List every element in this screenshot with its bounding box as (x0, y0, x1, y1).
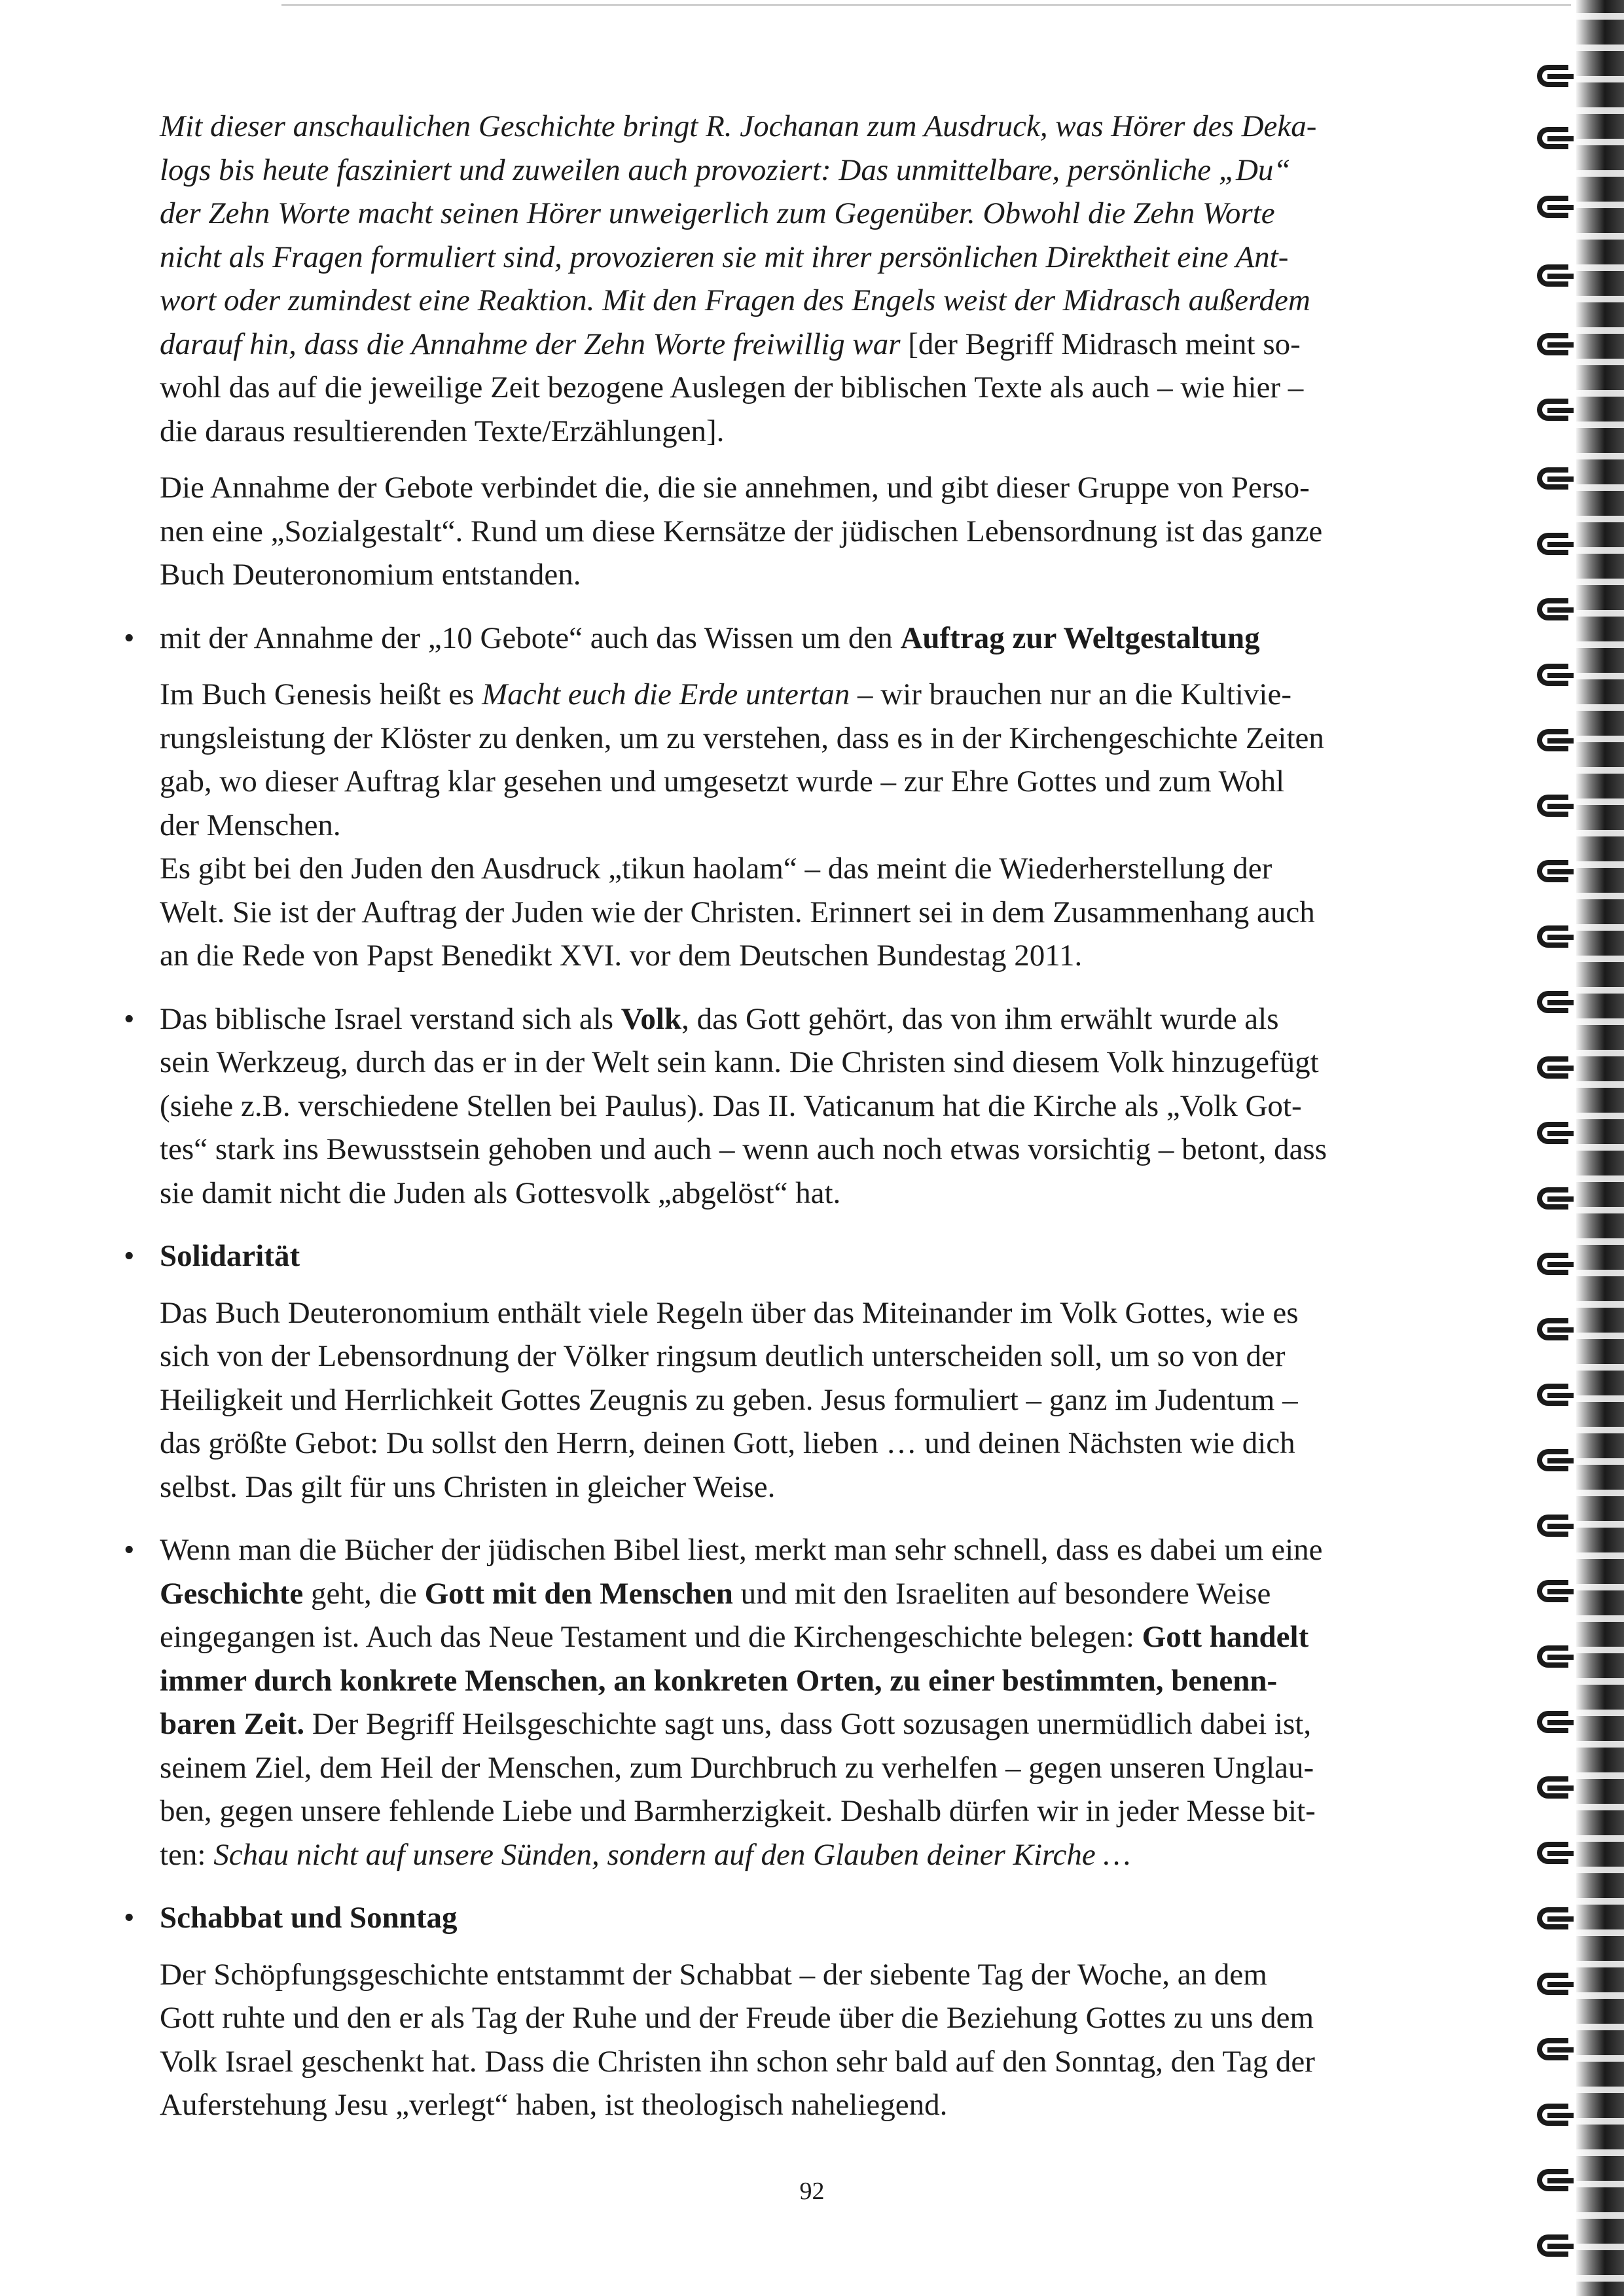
italic-text: der Zehn Worte macht seinen Hörer unweigerlich zum Gegenüber. Obwohl die Zehn Worte (160, 196, 1275, 230)
spiral-coil (1533, 262, 1574, 291)
spiral-coil (1533, 988, 1574, 1017)
text-run: Der Begriff Heilsgeschichte sagt uns, dass Gott sozusagen unermüdlich dabei ist, (304, 1707, 1312, 1741)
coil-wire (1547, 738, 1574, 744)
coil-wire (1547, 1066, 1574, 1071)
bold-text: immer durch konkrete Menschen, an konkreten Orten, zu einer bestimmten, benenn- (160, 1663, 1278, 1698)
bold-text: Gott handelt (1142, 1620, 1309, 1654)
text-run: und mit den Israeliten auf besondere Weise (732, 1576, 1271, 1611)
text-run: – wir brauchen nur an die Kultivie- (850, 677, 1291, 711)
coil-wire (1547, 476, 1574, 482)
text-run: das größte Gebot: Du sollst den Herrn, deinen Gott, lieben … und deinen Nächsten wie dich (160, 1426, 1295, 1460)
coil-wire (1547, 136, 1574, 141)
spiral-coil (1533, 331, 1574, 359)
spiral-coil (1533, 1905, 1574, 1933)
binding-hole (1576, 2055, 1624, 2062)
binding-hole (1576, 736, 1624, 742)
coil-wire (1547, 607, 1574, 613)
bullet-weltgestaltung (124, 617, 1420, 660)
coil-wire (1547, 408, 1574, 413)
bold-text: Auftrag zur Weltgestaltung (900, 620, 1260, 655)
italic-text: nicht als Fragen formuliert sind, provozieren sie mit ihrer persönlichen Direktheit eine Ant- (160, 240, 1289, 274)
binding-hole (1576, 516, 1624, 522)
spiral-coil (1533, 596, 1574, 624)
binding-hole (1576, 264, 1624, 271)
text-line (160, 192, 1420, 236)
binding-hole (1576, 1458, 1624, 1465)
coil-wire (1547, 1524, 1574, 1529)
text-run: (siehe z.B. verschiedene Stellen bei Paulus). Das II. Vaticanum hat die Kirche als „Volk Got- (160, 1088, 1302, 1123)
binding-hole (1576, 704, 1624, 711)
binding-hole (1576, 76, 1624, 82)
text-line (160, 510, 1420, 554)
spiral-coil (1533, 792, 1574, 821)
spiral-coil (1533, 465, 1574, 493)
text-run: Welt. Sie ist der Auftrag der Juden wie der Christen. Erinnert sei in dem Zusammenhang auch (160, 895, 1315, 929)
spiral-coil (1533, 1970, 1574, 1999)
coil-wire (1547, 74, 1574, 79)
midrasch-paragraph (124, 105, 1420, 453)
text-line (160, 847, 1420, 891)
spiral-coil (1533, 396, 1574, 425)
binding-hole (1576, 673, 1624, 679)
spiral-coil (1533, 1446, 1574, 1475)
coil-wire (1547, 342, 1574, 348)
binding-hole (1576, 2118, 1624, 2125)
spiral-coil (1533, 1316, 1574, 1344)
binding-hole (1576, 2244, 1624, 2250)
binding-hole (1576, 1835, 1624, 1842)
italic-text: wort oder zumindest eine Reaktion. Mit den Fragen des Engels weist der Midrasch außerdem (160, 283, 1310, 317)
coil-wire (1547, 1131, 1574, 1136)
coil-wire (1547, 1851, 1574, 1856)
coil-wire (1547, 1785, 1574, 1791)
binding-hole (1576, 359, 1624, 365)
schabbat-paragraph (124, 1953, 1420, 2127)
binding-hole (1576, 1175, 1624, 1182)
binding-hole (1576, 1018, 1624, 1025)
coil-wire (1547, 673, 1574, 678)
binding-hole (1576, 798, 1624, 805)
text-line (160, 1128, 1420, 1172)
spiral-coil (1533, 1577, 1574, 1606)
text-run: Heiligkeit und Herrlichkeit Gottes Zeugnis zu geben. Jesus formuliert – ganz im Judentum – (160, 1382, 1298, 1417)
binding-hole (1576, 1144, 1624, 1151)
text-line (160, 2083, 1420, 2127)
coil-wire (1547, 1916, 1574, 1922)
binding-hole (1576, 2275, 1624, 2282)
text-line (160, 1702, 1420, 1746)
text-run: Das Buch Deuteronomium enthält viele Regeln über das Miteinander im Volk Gottes, wie es (160, 1295, 1299, 1330)
binding-hole (1576, 1804, 1624, 1810)
binding-hole (1576, 1395, 1624, 1402)
text-line (160, 1041, 1420, 1085)
spiral-coil (1533, 62, 1574, 91)
text-run: Im Buch Genesis heißt es (160, 677, 482, 711)
solidaritaet-paragraph (124, 1291, 1420, 1509)
text-run: Die Annahme der Gebote verbindet die, die sie annehmen, und gibt dieser Gruppe von Perso- (160, 471, 1310, 505)
text-line (160, 149, 1420, 192)
binding-hole (1576, 1490, 1624, 1496)
text-run: sie damit nicht die Juden als Gottesvolk „abgelöst“ hat. (160, 1175, 841, 1210)
text-line (160, 673, 1420, 717)
text-line (160, 236, 1420, 279)
spiral-coil (1533, 923, 1574, 952)
bullet-solidaritaet (124, 1234, 1420, 1278)
binding-hole (1576, 327, 1624, 334)
text-line (160, 1833, 1420, 1877)
binding-hole (1576, 2024, 1624, 2030)
text-run: die daraus resultierenden Texte/Erzählungen]. (160, 414, 725, 448)
binding-hole (1576, 1364, 1624, 1371)
text-line (160, 1528, 1420, 1572)
text-line (160, 410, 1420, 454)
coil-wire (1547, 1000, 1574, 1005)
spiral-coil (1533, 1708, 1574, 1737)
binding-hole (1576, 579, 1624, 585)
bold-text: Volk (621, 1001, 682, 1036)
text-line (160, 804, 1420, 848)
binding-hole (1576, 1898, 1624, 1905)
binding-hole (1576, 1992, 1624, 1999)
binding-hole (1576, 767, 1624, 774)
spiral-coil (1533, 2166, 1574, 2195)
binding-hole (1576, 1050, 1624, 1056)
text-run: wohl das auf die jeweilige Zeit bezogene Auslegen der biblischen Texte als auch – wie hier – (160, 370, 1304, 404)
spiral-coil (1533, 1054, 1574, 1083)
text-run: tes“ stark ins Bewusstsein gehoben und auch – wenn auch noch etwas vorsichtig – betont, dass (160, 1132, 1327, 1166)
text-run: Das biblische Israel verstand sich als (160, 1001, 621, 1036)
spiral-coil (1533, 857, 1574, 886)
binding-hole (1576, 1584, 1624, 1590)
bold-text: baren Zeit. (160, 1707, 305, 1741)
text-line (160, 617, 1420, 660)
page-body (124, 105, 1420, 2127)
spiral-coil (1533, 726, 1574, 755)
text-line (160, 1422, 1420, 1465)
binding-hole (1576, 107, 1624, 114)
text-line (160, 891, 1420, 935)
binding-hole (1576, 453, 1624, 459)
binding-hole (1576, 484, 1624, 491)
text-line (160, 279, 1420, 323)
text-line (160, 105, 1420, 149)
binding-hole (1576, 45, 1624, 51)
binding-hole (1576, 170, 1624, 177)
binding-hole (1576, 1333, 1624, 1339)
text-line (160, 1378, 1420, 1422)
coil-wire (1547, 1458, 1574, 1463)
coil-wire (1547, 1262, 1574, 1267)
text-line (160, 1746, 1420, 1790)
spiral-coil (1533, 1839, 1574, 1868)
binding-hole (1576, 1741, 1624, 1748)
page-number: 92 (799, 2178, 825, 2205)
spiral-coil (1533, 1381, 1574, 1410)
spiral-coil (1533, 530, 1574, 559)
binding-hole (1576, 296, 1624, 302)
text-line (160, 1896, 1420, 1940)
spiral-coil (1533, 2101, 1574, 2130)
binding-hole (1576, 13, 1624, 20)
binding-hole (1576, 830, 1624, 836)
text-run: Gott ruhte und den er als Tag der Ruhe und der Freude über die Beziehung Gottes zu uns dem (160, 2001, 1314, 2035)
text-run: Volk Israel geschenkt hat. Dass die Christen ihn schon sehr bald auf den Sonntag, den Tag der (160, 2044, 1315, 2079)
text-line (160, 1465, 1420, 1509)
text-run: Buch Deuteronomium entstanden. (160, 558, 581, 592)
binding-hole (1576, 2149, 1624, 2156)
binding-hole (1576, 1113, 1624, 1119)
binding-hole (1576, 2087, 1624, 2093)
italic-text: Macht euch die Erde untertan (482, 677, 850, 711)
text-line (160, 553, 1420, 597)
binding-hole (1576, 139, 1624, 145)
binding-hole (1576, 1710, 1624, 1716)
binding-hole (1576, 987, 1624, 994)
text-run: Der Schöpfungsgeschichte entstammt der Schabbat – der siebente Tag der Woche, an dem (160, 1957, 1267, 1992)
binding-hole (1576, 422, 1624, 428)
text-line (160, 466, 1420, 510)
text-line (160, 934, 1420, 978)
coil-wire (1547, 1393, 1574, 1398)
bold-text: Geschichte (160, 1576, 304, 1611)
coil-wire (1547, 2178, 1574, 2183)
binding-hole (1576, 390, 1624, 397)
text-line (160, 1572, 1420, 1616)
binding-hole (1576, 1678, 1624, 1685)
text-line (160, 366, 1420, 410)
text-run: [der Begriff Midrasch meint so- (900, 327, 1301, 361)
binding-hole (1576, 1427, 1624, 1433)
text-line (160, 1659, 1420, 1703)
bullet-schabbat (124, 1896, 1420, 1940)
binding-hole (1576, 956, 1624, 962)
text-run: ten: (160, 1837, 214, 1872)
text-run: ben, gegen unsere fehlende Liebe und Barmherzigkeit. Deshalb dürfen wir in jeder Messe bit- (160, 1794, 1316, 1828)
text-run: an die Rede von Papst Benedikt XVI. vor dem Deutschen Bundestag 2011. (160, 939, 1083, 973)
binding-hole (1576, 1521, 1624, 1528)
text-run: sich von der Lebensordnung der Völker ringsum deutlich unterscheiden soll, um so von der (160, 1339, 1286, 1373)
binding-hole (1576, 641, 1624, 648)
text-line (160, 1789, 1420, 1833)
coil-wire (1547, 1589, 1574, 1594)
text-line (160, 2040, 1420, 2084)
coil-wire (1547, 274, 1574, 279)
text-run: geht, die (303, 1576, 425, 1611)
italic-text: darauf hin, dass die Annahme der Zehn Worte freiwillig war (160, 327, 901, 361)
binding-hole (1576, 1301, 1624, 1308)
binding-edge (1576, 0, 1624, 2296)
binding-hole (1576, 893, 1624, 899)
coil-wire (1547, 205, 1574, 210)
binding-hole (1576, 2181, 1624, 2187)
text-line (160, 1291, 1420, 1335)
coil-wire (1547, 1982, 1574, 1987)
text-run: gab, wo dieser Auftrag klar gesehen und umgesetzt wurde – zur Ehre Gottes und zum Wohl (160, 764, 1285, 798)
coil-wire (1547, 2113, 1574, 2118)
text-run: Auferstehung Jesu „verlegt“ haben, ist theologisch naheliegend. (160, 2088, 948, 2122)
binding-hole (1576, 1772, 1624, 1779)
spiral-coil (1533, 2036, 1574, 2064)
spiral-coil (1533, 1643, 1574, 1672)
text-run: der Menschen. (160, 808, 341, 842)
binding-hole (1576, 1961, 1624, 1967)
spiral-coil (1533, 193, 1574, 222)
coil-wire (1547, 1196, 1574, 1202)
binding-hole (1576, 1270, 1624, 1276)
spiral-coil (1533, 1119, 1574, 1148)
text-line (160, 1953, 1420, 1997)
top-edge-rule (281, 4, 1571, 6)
text-line (160, 760, 1420, 804)
spiral-coil (1533, 2232, 1574, 2261)
coil-wire (1547, 1327, 1574, 1333)
text-line (160, 717, 1420, 761)
sozialgestalt-paragraph (124, 466, 1420, 597)
spiral-coil (1533, 1774, 1574, 1803)
binding-hole (1576, 610, 1624, 617)
text-run: eingegangen ist. Auch das Neue Testament und die Kirchengeschichte belegen: (160, 1620, 1142, 1654)
text-line (160, 1996, 1420, 2040)
text-run: mit der Annahme der „10 Gebote“ auch das Wissen um den (160, 620, 901, 655)
coil-wire (1547, 2244, 1574, 2249)
weltgestaltung-paragraph (124, 673, 1420, 978)
coil-wire (1547, 1720, 1574, 1725)
coil-wire (1547, 542, 1574, 547)
text-line (160, 997, 1420, 1041)
binding-hole (1576, 1647, 1624, 1653)
spiral-coil (1533, 661, 1574, 690)
text-line (160, 1615, 1420, 1659)
coil-wire (1547, 2047, 1574, 2053)
text-line (160, 1234, 1420, 1278)
binding-hole (1576, 2212, 1624, 2219)
text-line (160, 1085, 1420, 1128)
text-run: rungsleistung der Klöster zu denken, um zu verstehen, dass es in der Kirchengeschichte Zeiten (160, 721, 1324, 755)
binding-hole (1576, 1207, 1624, 1213)
coil-wire (1547, 804, 1574, 809)
binding-hole (1576, 861, 1624, 868)
binding-hole (1576, 233, 1624, 240)
binding-hole (1576, 202, 1624, 208)
binding-hole (1576, 1081, 1624, 1088)
spiral-coil (1533, 1250, 1574, 1279)
spiral-coil (1533, 1185, 1574, 1213)
text-run: seinem Ziel, dem Heil der Menschen, zum Durchbruch zu verhelfen – gegen unseren Unglau- (160, 1750, 1314, 1785)
bold-text: Solidarität (160, 1239, 300, 1273)
text-line (160, 323, 1420, 367)
binding-hole (1576, 1929, 1624, 1936)
text-run: , das Gott gehört, das von ihm erwählt wurde als (681, 1001, 1279, 1036)
coil-wire (1547, 935, 1574, 940)
spiral-coil (1533, 124, 1574, 153)
italic-text: Schau nicht auf unsere Sünden, sondern auf den Glauben deiner Kirche … (213, 1837, 1131, 1872)
bold-text: Gott mit den Menschen (424, 1576, 733, 1611)
text-run: selbst. Das gilt für uns Christen in gleicher Weise. (160, 1469, 776, 1504)
italic-text: logs bis heute fasziniert und zuweilen auch provoziert: Das unmittelbare, persönliche „Du“ (160, 152, 1291, 187)
coil-wire (1547, 1655, 1574, 1660)
binding-hole (1576, 924, 1624, 931)
binding-hole (1576, 1238, 1624, 1245)
coil-wire (1547, 869, 1574, 874)
bold-text: Schabbat und Sonntag (160, 1901, 458, 1935)
text-run: nen eine „Sozialgestalt“. Rund um diese Kernsätze der jüdischen Lebensordnung ist das ganze (160, 514, 1323, 548)
text-line (160, 1172, 1420, 1215)
binding-hole (1576, 1615, 1624, 1622)
text-run: Wenn man die Bücher der jüdischen Bibel liest, merkt man sehr schnell, dass es dabei um eine (160, 1533, 1323, 1567)
bullet-volk (124, 997, 1420, 1215)
italic-text: Mit dieser anschaulichen Geschichte bringt R. Jochanan zum Ausdruck, was Hörer des Deka- (160, 109, 1317, 143)
bullet-geschichte (124, 1528, 1420, 1876)
binding-hole (1576, 1552, 1624, 1559)
text-run: sein Werkzeug, durch das er in der Welt sein kann. Die Christen sind diesem Volk hinzugefügt (160, 1045, 1319, 1079)
binding-hole (1576, 547, 1624, 554)
binding-hole (1576, 1867, 1624, 1873)
text-line (160, 1335, 1420, 1378)
spiral-coil (1533, 1512, 1574, 1541)
text-run: Es gibt bei den Juden den Ausdruck „tikun haolam“ – das meint die Wiederherstellung der (160, 852, 1272, 886)
